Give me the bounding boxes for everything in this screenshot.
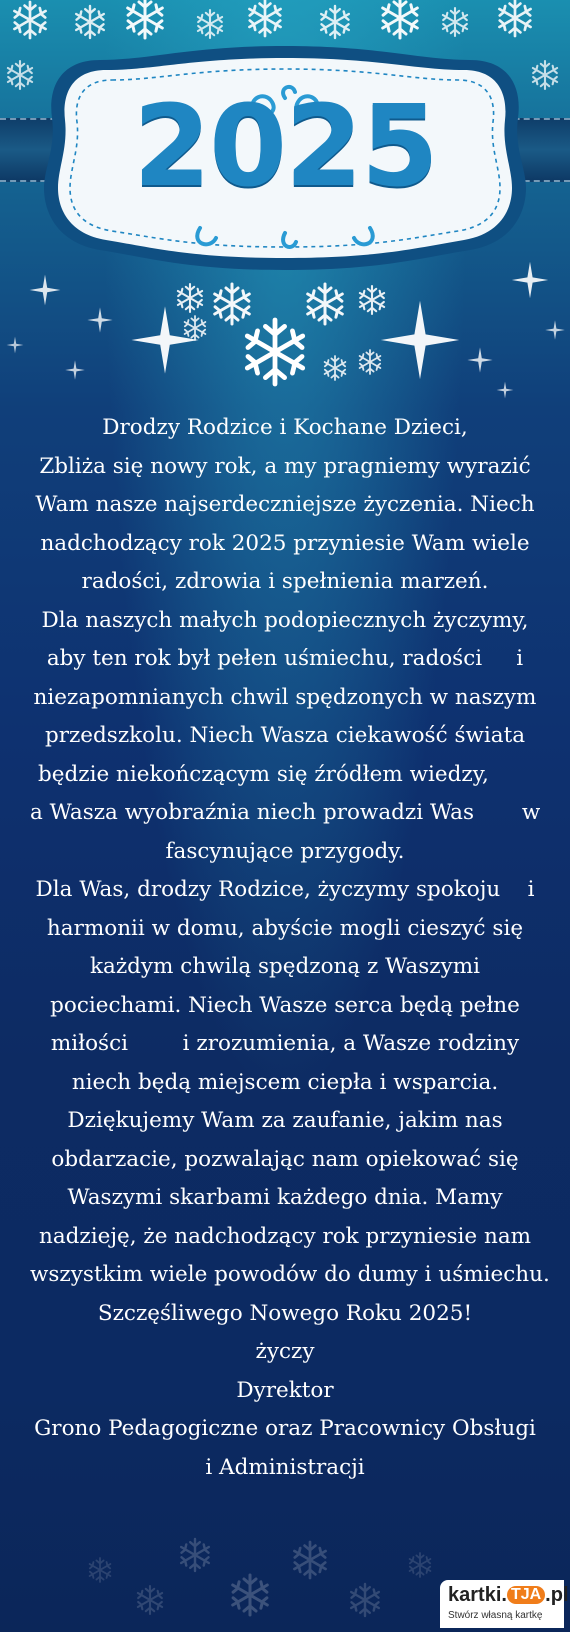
message-line: życzy: [255, 1339, 315, 1364]
message-line: Szczęśliwego Nowego Roku 2025!: [97, 1300, 473, 1326]
greeting-message: [30, 409, 550, 1487]
kartki-logo[interactable]: [440, 1580, 569, 1628]
message-line: harmonii w domu, abyście mogli cieszyć się: [46, 915, 524, 941]
message-line: Wam nasze najserdeczniejsze życzenia. Niech: [35, 492, 535, 517]
message-line: i Administracji: [205, 1454, 365, 1480]
message-line: Dyrektor: [236, 1377, 334, 1403]
message-line: każdym chwilą spędzoną z Waszymi: [89, 954, 481, 979]
message-line: Dla naszych małych podopiecznych życzymy,: [41, 607, 529, 633]
logo-text: [448, 1584, 569, 1607]
logo-brand-prefix: kartki.: [448, 1584, 507, 1606]
message-line: będzie niekończącym się źródłem wiedzy,: [38, 761, 489, 787]
logo-brand-suffix: .pl: [545, 1584, 569, 1606]
message-line: Zbliża się nowy rok, a my pragniemy wyrazić: [39, 453, 531, 479]
message-line: Waszymi skarbami każdego dnia. Mamy: [67, 1185, 503, 1210]
message-line: niech będą miejscem ciepła i wsparcia.: [71, 1069, 499, 1095]
year-heading: 2025: [133, 82, 437, 212]
message-line: fascynujące przygody.: [165, 838, 405, 864]
message-line: Dla Was, drodzy Rodzice, życzymy spokoju i: [35, 877, 535, 902]
message-line: a Wasza wyobraźnia niech prowadzi Was w: [30, 800, 541, 825]
message-line: wszystkim wiele powodów do dumy i uśmiechu.: [30, 1262, 550, 1287]
message-line: niezapomnianych chwil spędzonych w naszym: [33, 684, 537, 710]
message-line: aby ten rok był pełen uśmiechu, radości i: [46, 646, 524, 671]
logo-badge-icon: TJA: [507, 1586, 545, 1604]
message-line: pociechami. Niech Wasze serca będą pełne: [50, 992, 520, 1018]
message-line: obdarzacie, pozwalając nam opiekować się: [51, 1146, 519, 1172]
message-line: Dziękujemy Wam za zaufanie, jakim nas: [67, 1108, 503, 1133]
message-line: Drodzy Rodzice i Kochane Dzieci,: [102, 415, 468, 440]
message-line: nadzieję, że nadchodzący rok przyniesie nam: [38, 1223, 532, 1249]
logo-tagline: Stwórz własną kartkę: [448, 1610, 543, 1621]
message-line: Grono Pedagogiczne oraz Pracownicy Obsługi: [34, 1416, 536, 1441]
message-line: nadchodzący rok 2025 przyniesie Wam wiele: [40, 530, 530, 556]
message-line: przedszkolu. Niech Wasza ciekawość świata: [44, 723, 526, 748]
message-line: radości, zdrowia i spełnienia marzeń.: [81, 569, 489, 594]
message-line: miłości i zrozumienia, a Wasze rodziny: [50, 1031, 520, 1056]
